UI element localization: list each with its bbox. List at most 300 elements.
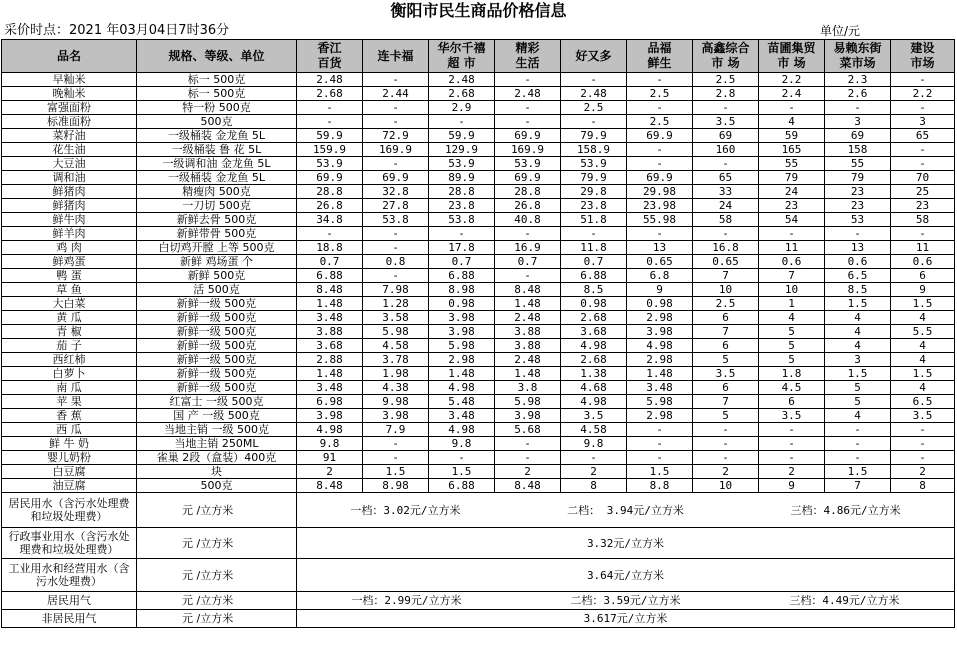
- price-cell: 26.8: [297, 199, 363, 213]
- price-cell: 53.9: [297, 157, 363, 171]
- price-cell: 1.48: [297, 297, 363, 311]
- price-cell: -: [693, 227, 759, 241]
- price-cell: 2.44: [363, 87, 429, 101]
- utility-label: 行政事业用水（含污水处理费和垃圾处理费）: [2, 528, 137, 559]
- price-cell: 1.5: [363, 465, 429, 479]
- item-spec: 特一粉 500克: [137, 101, 297, 115]
- price-cell: 2.5: [627, 87, 693, 101]
- price-cell: 53.8: [429, 213, 495, 227]
- price-cell: 11: [759, 241, 825, 255]
- price-cell: 6.5: [825, 269, 891, 283]
- price-cell: 2.5: [627, 115, 693, 129]
- price-cell: 4.98: [429, 423, 495, 437]
- table-row: [2, 255, 955, 269]
- item-spec: 新鲜带骨 500克: [137, 227, 297, 241]
- price-cell: 79: [825, 171, 891, 185]
- price-cell: 5.48: [429, 395, 495, 409]
- item-spec: 一级调和油 金龙鱼 5L: [137, 157, 297, 171]
- price-cell: -: [891, 423, 955, 437]
- price-cell: 53.9: [495, 157, 561, 171]
- price-cell: 72.9: [363, 129, 429, 143]
- price-cell: -: [495, 115, 561, 129]
- price-cell: 3.48: [429, 409, 495, 423]
- price-cell: 2: [495, 465, 561, 479]
- price-cell: -: [825, 451, 891, 465]
- price-cell: 2.48: [495, 353, 561, 367]
- price-cell: 1.48: [429, 367, 495, 381]
- price-cell: 2.48: [429, 73, 495, 87]
- price-cell: 8: [891, 479, 955, 493]
- price-cell: 2.68: [429, 87, 495, 101]
- price-cell: -: [891, 143, 955, 157]
- table-row: [2, 185, 955, 199]
- price-cell: 7: [693, 395, 759, 409]
- utility-row: [2, 493, 955, 528]
- price-cell: 4.58: [363, 339, 429, 353]
- table-row: [2, 311, 955, 325]
- price-cell: 0.6: [891, 255, 955, 269]
- column-header: 连卡福: [363, 40, 429, 73]
- table-row: [2, 409, 955, 423]
- price-cell: 59: [759, 129, 825, 143]
- price-cell: 70: [891, 171, 955, 185]
- price-cell: 1.28: [363, 297, 429, 311]
- table-row: [2, 101, 955, 115]
- utility-price: 3.617元/立方米: [297, 610, 955, 628]
- price-cell: 8.98: [429, 283, 495, 297]
- item-name: 西 瓜: [2, 423, 137, 437]
- price-cell: 23.8: [429, 199, 495, 213]
- price-cell: 6.98: [297, 395, 363, 409]
- price-cell: 23.8: [561, 199, 627, 213]
- price-cell: 2.5: [693, 297, 759, 311]
- price-cell: 1.98: [363, 367, 429, 381]
- price-cell: 5: [693, 353, 759, 367]
- price-cell: -: [495, 269, 561, 283]
- price-cell: 4.68: [561, 381, 627, 395]
- table-row: [2, 143, 955, 157]
- item-name: 白萝卜: [2, 367, 137, 381]
- price-cell: -: [627, 423, 693, 437]
- item-name: 油豆腐: [2, 479, 137, 493]
- price-cell: -: [363, 269, 429, 283]
- price-cell: 55.98: [627, 213, 693, 227]
- price-cell: 34.8: [297, 213, 363, 227]
- price-cell: 23: [759, 199, 825, 213]
- utility-tiers: [297, 493, 955, 528]
- price-cell: -: [495, 101, 561, 115]
- price-cell: 16.9: [495, 241, 561, 255]
- item-spec: 500克: [137, 479, 297, 493]
- item-name: 西红柿: [2, 353, 137, 367]
- item-spec: 新鲜 500克: [137, 269, 297, 283]
- price-cell: 6: [693, 311, 759, 325]
- item-name: 鲜鸡蛋: [2, 255, 137, 269]
- price-cell: 0.98: [627, 297, 693, 311]
- price-cell: -: [429, 451, 495, 465]
- price-cell: 13: [825, 241, 891, 255]
- price-cell: 6.88: [429, 269, 495, 283]
- price-cell: -: [891, 437, 955, 451]
- utility-label: 居民用水（含污水处理费和垃圾处理费）: [2, 493, 137, 528]
- price-cell: 7: [693, 269, 759, 283]
- item-spec: 500克: [137, 115, 297, 129]
- column-header: 好又多: [561, 40, 627, 73]
- price-table: [1, 39, 955, 628]
- utility-tiers: [297, 592, 955, 610]
- price-cell: 4.98: [297, 423, 363, 437]
- item-spec: 活 500克: [137, 283, 297, 297]
- price-cell: 11: [891, 241, 955, 255]
- price-cell: 11.8: [561, 241, 627, 255]
- column-header: 易赖东街 菜市场: [825, 40, 891, 73]
- price-cell: 13: [627, 241, 693, 255]
- price-cell: 16.8: [693, 241, 759, 255]
- price-cell: 2.6: [825, 87, 891, 101]
- price-cell: 4: [759, 115, 825, 129]
- sheet-title: 衡阳市民生商品价格信息: [390, 1, 567, 20]
- price-cell: 3.5: [693, 367, 759, 381]
- price-cell: 7.98: [363, 283, 429, 297]
- item-spec: 新鲜一级 500克: [137, 297, 297, 311]
- utility-price: 3.64元/立方米: [297, 559, 955, 592]
- price-cell: 29.98: [627, 185, 693, 199]
- price-cell: -: [363, 451, 429, 465]
- price-cell: 2.3: [825, 73, 891, 87]
- price-cell: 2.98: [429, 353, 495, 367]
- table-row: [2, 381, 955, 395]
- price-cell: 9: [891, 283, 955, 297]
- price-cell: 1.5: [891, 297, 955, 311]
- utility-unit: 元 /立方米: [137, 559, 297, 592]
- item-name: 晚籼米: [2, 87, 137, 101]
- price-cell: 28.8: [297, 185, 363, 199]
- price-cell: 53: [825, 213, 891, 227]
- item-name: 鸭 蛋: [2, 269, 137, 283]
- table-row: [2, 451, 955, 465]
- price-cell: 24: [693, 199, 759, 213]
- price-cell: 23: [891, 199, 955, 213]
- price-cell: 165: [759, 143, 825, 157]
- price-cell: -: [363, 227, 429, 241]
- utility-unit: 元 /立方米: [137, 528, 297, 559]
- price-cell: 0.7: [561, 255, 627, 269]
- price-cell: 53.8: [363, 213, 429, 227]
- table-row: [2, 339, 955, 353]
- price-cell: 7: [825, 479, 891, 493]
- price-cell: 5: [825, 381, 891, 395]
- price-cell: -: [627, 143, 693, 157]
- price-cell: 10: [759, 283, 825, 297]
- price-cell: 7: [759, 269, 825, 283]
- price-cell: 23: [825, 185, 891, 199]
- price-cell: 9.8: [561, 437, 627, 451]
- price-cell: 8.48: [495, 283, 561, 297]
- item-spec: 当地主销 250ML: [137, 437, 297, 451]
- price-cell: 28.8: [429, 185, 495, 199]
- price-cell: 28.8: [495, 185, 561, 199]
- price-cell: 5.98: [627, 395, 693, 409]
- price-cell: -: [363, 157, 429, 171]
- price-cell: 9: [759, 479, 825, 493]
- price-cell: 3.98: [627, 325, 693, 339]
- table-row: [2, 241, 955, 255]
- price-cell: -: [495, 437, 561, 451]
- price-cell: 1.48: [495, 297, 561, 311]
- price-cell: 0.65: [693, 255, 759, 269]
- price-cell: 55: [759, 157, 825, 171]
- unit-label: 单位/元: [820, 24, 861, 38]
- price-cell: 29.8: [561, 185, 627, 199]
- price-cell: -: [891, 227, 955, 241]
- item-name: 南 瓜: [2, 381, 137, 395]
- tier-price: 二档： 3.94元/立方米: [567, 503, 684, 517]
- price-cell: 4: [759, 311, 825, 325]
- column-header: 华尔千禧 超 市: [429, 40, 495, 73]
- price-cell: 5.98: [429, 339, 495, 353]
- column-header: 香江 百货: [297, 40, 363, 73]
- price-cell: 0.98: [561, 297, 627, 311]
- price-cell: -: [759, 451, 825, 465]
- price-cell: -: [627, 157, 693, 171]
- price-cell: 159.9: [297, 143, 363, 157]
- price-cell: 23: [825, 199, 891, 213]
- price-cell: 65: [891, 129, 955, 143]
- table-row: [2, 479, 955, 493]
- price-cell: 51.8: [561, 213, 627, 227]
- price-cell: 69: [825, 129, 891, 143]
- price-cell: 89.9: [429, 171, 495, 185]
- price-cell: 169.9: [363, 143, 429, 157]
- price-cell: 4.58: [561, 423, 627, 437]
- price-cell: 3.88: [495, 325, 561, 339]
- price-cell: 10: [693, 479, 759, 493]
- item-name: 鲜牛肉: [2, 213, 137, 227]
- price-cell: 7.9: [363, 423, 429, 437]
- price-cell: 2.88: [297, 353, 363, 367]
- item-name: 婴儿奶粉: [2, 451, 137, 465]
- price-cell: 3.68: [561, 325, 627, 339]
- price-cell: 2.5: [561, 101, 627, 115]
- item-spec: 新鲜一级 500克: [137, 339, 297, 353]
- price-cell: 1.48: [495, 367, 561, 381]
- price-cell: 0.6: [825, 255, 891, 269]
- price-cell: 3.5: [759, 409, 825, 423]
- price-cell: 8.48: [495, 479, 561, 493]
- price-cell: 1.38: [561, 367, 627, 381]
- column-header: 品名: [2, 40, 137, 73]
- price-cell: -: [363, 241, 429, 255]
- item-spec: 红富士 一级 500克: [137, 395, 297, 409]
- price-cell: 6: [693, 339, 759, 353]
- price-cell: 4.98: [429, 381, 495, 395]
- item-name: 鲜 牛 奶: [2, 437, 137, 451]
- item-spec: 新鲜 鸡场蛋 个: [137, 255, 297, 269]
- price-cell: -: [891, 157, 955, 171]
- price-cell: -: [297, 227, 363, 241]
- price-cell: -: [825, 101, 891, 115]
- price-cell: -: [297, 101, 363, 115]
- utility-unit: 元 /立方米: [137, 592, 297, 610]
- price-cell: 2.2: [759, 73, 825, 87]
- item-spec: 当地主销 一级 500克: [137, 423, 297, 437]
- utility-label: 工业用水和经营用水（含污水处理费）: [2, 559, 137, 592]
- utility-row: [2, 559, 955, 592]
- item-name: 鸡 肉: [2, 241, 137, 255]
- price-cell: 6: [693, 381, 759, 395]
- table-row: [2, 395, 955, 409]
- item-name: 调和油: [2, 171, 137, 185]
- price-cell: 4.5: [759, 381, 825, 395]
- price-cell: 3.5: [891, 409, 955, 423]
- price-cell: 3.48: [297, 381, 363, 395]
- price-cell: 3: [891, 115, 955, 129]
- price-cell: 2.98: [627, 311, 693, 325]
- tier-price: 一档：3.02元/立方米: [350, 503, 461, 517]
- price-cell: -: [363, 73, 429, 87]
- item-name: 白豆腐: [2, 465, 137, 479]
- table-row: [2, 157, 955, 171]
- price-cell: 3.98: [495, 409, 561, 423]
- price-cell: -: [627, 437, 693, 451]
- price-cell: -: [825, 227, 891, 241]
- price-cell: 2: [693, 465, 759, 479]
- item-spec: 新鲜一级 500克: [137, 353, 297, 367]
- price-cell: 8.48: [297, 283, 363, 297]
- price-cell: 1.5: [825, 367, 891, 381]
- price-cell: 2.68: [561, 311, 627, 325]
- price-cell: -: [495, 451, 561, 465]
- price-cell: 1.5: [429, 465, 495, 479]
- price-cell: -: [759, 423, 825, 437]
- item-spec: 一级桶装 金龙鱼 5L: [137, 129, 297, 143]
- price-cell: 1.5: [627, 465, 693, 479]
- price-cell: 55: [825, 157, 891, 171]
- table-row: [2, 87, 955, 101]
- price-cell: 3.98: [297, 409, 363, 423]
- price-cell: 3.48: [297, 311, 363, 325]
- price-cell: 79: [759, 171, 825, 185]
- price-cell: 53.9: [561, 157, 627, 171]
- item-spec: 标一 500克: [137, 87, 297, 101]
- price-cell: 4.98: [561, 395, 627, 409]
- item-spec: 块: [137, 465, 297, 479]
- price-cell: 0.65: [627, 255, 693, 269]
- table-row: [2, 73, 955, 87]
- price-cell: 8.98: [363, 479, 429, 493]
- price-cell: -: [627, 227, 693, 241]
- item-name: 青 椒: [2, 325, 137, 339]
- item-spec: 新鲜一级 500克: [137, 381, 297, 395]
- price-cell: 23.98: [627, 199, 693, 213]
- price-cell: -: [627, 101, 693, 115]
- price-cell: 3.8: [495, 381, 561, 395]
- item-spec: 一刀切 500克: [137, 199, 297, 213]
- price-cell: -: [693, 101, 759, 115]
- price-cell: -: [297, 115, 363, 129]
- utility-row: [2, 528, 955, 559]
- price-cell: 2.48: [561, 87, 627, 101]
- price-cell: 6.88: [561, 269, 627, 283]
- price-cell: 27.8: [363, 199, 429, 213]
- price-cell: 53.9: [429, 157, 495, 171]
- table-row: [2, 325, 955, 339]
- table-row: [2, 213, 955, 227]
- price-cell: -: [693, 157, 759, 171]
- table-row: [2, 129, 955, 143]
- price-cell: 1.5: [825, 465, 891, 479]
- item-name: 鲜羊肉: [2, 227, 137, 241]
- table-row: [2, 465, 955, 479]
- item-spec: 新鲜去骨 500克: [137, 213, 297, 227]
- price-cell: 26.8: [495, 199, 561, 213]
- price-cell: 1.48: [627, 367, 693, 381]
- item-name: 富强面粉: [2, 101, 137, 115]
- table-row: [2, 199, 955, 213]
- price-cell: -: [363, 115, 429, 129]
- item-name: 花生油: [2, 143, 137, 157]
- price-cell: 59.9: [429, 129, 495, 143]
- price-cell: -: [891, 73, 955, 87]
- price-cell: -: [495, 227, 561, 241]
- utility-unit: 元 /立方米: [137, 610, 297, 628]
- price-cell: 5.68: [495, 423, 561, 437]
- price-cell: 8.48: [297, 479, 363, 493]
- item-spec: 白切鸡开膛 上等 500克: [137, 241, 297, 255]
- price-cell: 0.8: [363, 255, 429, 269]
- price-cell: -: [693, 437, 759, 451]
- price-cell: 4.38: [363, 381, 429, 395]
- price-cell: 10: [693, 283, 759, 297]
- price-cell: -: [363, 101, 429, 115]
- price-cell: 2: [891, 465, 955, 479]
- price-cell: -: [561, 227, 627, 241]
- price-cell: 5.98: [495, 395, 561, 409]
- price-cell: 9.8: [297, 437, 363, 451]
- price-cell: 158.9: [561, 143, 627, 157]
- price-cell: 69.9: [363, 171, 429, 185]
- price-cell: 1.5: [825, 297, 891, 311]
- tier-price: 三档：4.86元/立方米: [790, 503, 901, 517]
- price-cell: 1.8: [759, 367, 825, 381]
- price-cell: 3: [825, 115, 891, 129]
- price-cell: 3.98: [429, 311, 495, 325]
- table-row: [2, 367, 955, 381]
- price-cell: 25: [891, 185, 955, 199]
- price-cell: 6: [759, 395, 825, 409]
- price-cell: 8: [561, 479, 627, 493]
- price-cell: 18.8: [297, 241, 363, 255]
- price-cell: 79.9: [561, 129, 627, 143]
- price-cell: 2.98: [627, 409, 693, 423]
- price-cell: 3.88: [495, 339, 561, 353]
- price-cell: 9.98: [363, 395, 429, 409]
- table-row: [2, 353, 955, 367]
- price-cell: -: [891, 101, 955, 115]
- price-cell: -: [891, 451, 955, 465]
- price-cell: -: [825, 423, 891, 437]
- price-cell: 69.9: [495, 171, 561, 185]
- price-cell: 6.88: [297, 269, 363, 283]
- price-cell: -: [429, 227, 495, 241]
- item-name: 早籼米: [2, 73, 137, 87]
- price-cell: 3.98: [429, 325, 495, 339]
- item-spec: 国 产 一级 500克: [137, 409, 297, 423]
- price-cell: 2.48: [495, 311, 561, 325]
- item-spec: 一级桶装 鲁 花 5L: [137, 143, 297, 157]
- price-cell: 6.5: [891, 395, 955, 409]
- price-cell: 2: [297, 465, 363, 479]
